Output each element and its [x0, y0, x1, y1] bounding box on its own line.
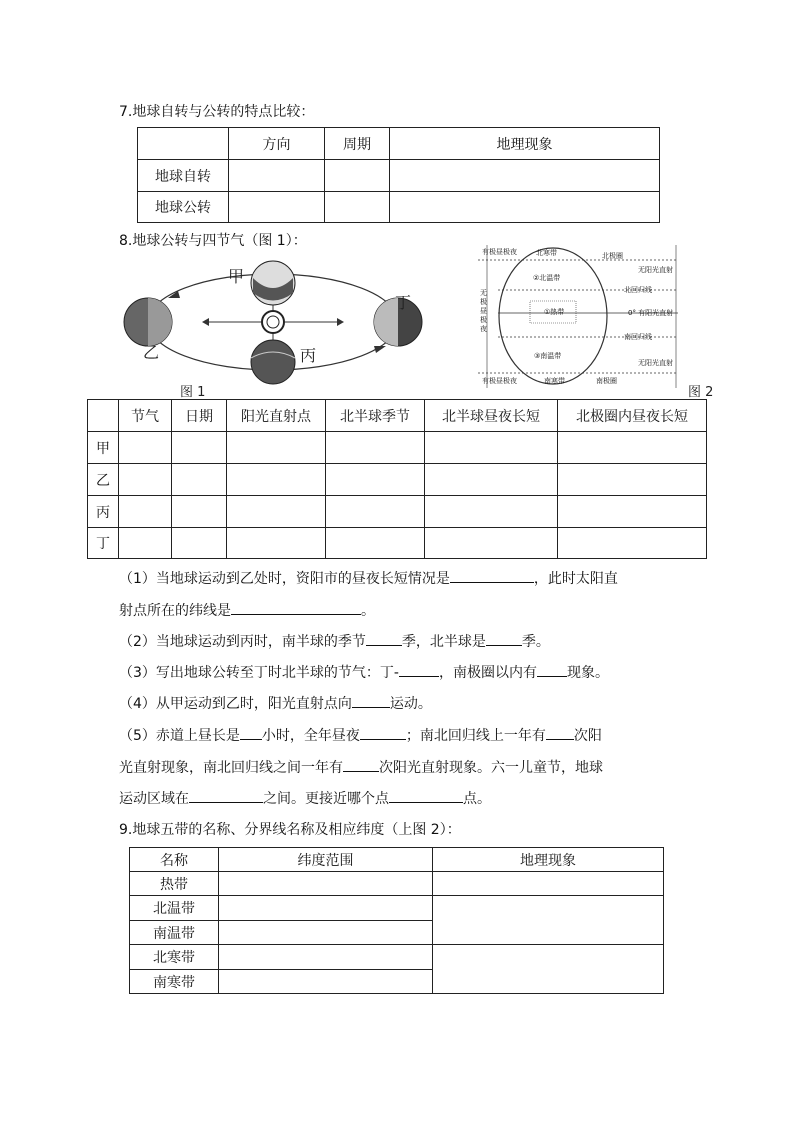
q8-cell[interactable]: [558, 432, 707, 464]
q8-header-date: 日期: [172, 400, 227, 432]
q8-cell[interactable]: [172, 496, 227, 528]
q8-cell[interactable]: [326, 528, 425, 559]
answer-blank[interactable]: [231, 600, 361, 615]
q8-sub5-a: （5）赤道上昼长是: [119, 728, 240, 744]
q8-header-daylength: 北半球昼夜长短: [425, 400, 558, 432]
q8-sub5-f: 次阳光直射现象。六一儿童节，地球: [379, 760, 603, 776]
q8-cell[interactable]: [227, 464, 326, 496]
fig2-no-sun-top: 无阳光直射: [638, 266, 673, 274]
q8-cell[interactable]: [558, 496, 707, 528]
fig2-tl: 有极昼极夜: [482, 248, 517, 256]
fig2-north-frigid: 北寒带: [536, 249, 557, 257]
q9-cell[interactable]: [433, 872, 664, 896]
q8-sub5-c: ；南北回归线上一年有: [405, 728, 546, 744]
q8-cell[interactable]: [558, 464, 707, 496]
fig2-equator: 0° 有阳光直射: [628, 309, 674, 317]
q8-sub3: [119, 662, 609, 682]
fig2-south-frigid: 南寒带: [544, 377, 565, 385]
q9-cell[interactable]: [219, 945, 433, 970]
q8-sub1-line1: [119, 568, 618, 588]
q8-sub2-b: 季，北半球是: [401, 634, 486, 650]
fig2-south-temperate: ③南温带: [534, 352, 562, 360]
q8-header-subsolar: 阳光直射点: [227, 400, 326, 432]
answer-blank[interactable]: [537, 662, 567, 677]
q8-cell[interactable]: [326, 432, 425, 464]
q8-sub3-c: 现象。: [566, 665, 609, 681]
answer-blank[interactable]: [189, 788, 263, 803]
q8-sub1-d: 。: [361, 603, 375, 619]
q8-cell[interactable]: [227, 528, 326, 559]
fig2-left-vertical: 无极昼极夜: [480, 289, 487, 333]
q7-header-blank: [138, 128, 229, 160]
q8-row-ding: 丁: [88, 528, 119, 559]
q9-cell[interactable]: [219, 921, 433, 945]
q7-cell[interactable]: [325, 192, 390, 223]
q9-row-south-temperate: 南温带: [130, 921, 219, 945]
q7-header-direction: 方向: [229, 128, 325, 160]
q8-sub5-i: 点。: [463, 791, 491, 807]
q7-row-revolution: 地球公转: [138, 192, 229, 223]
q8-sub5-line3: [119, 788, 491, 808]
q8-sub3-b: ，南极圈以内有: [438, 665, 537, 681]
q8-sub5-h: 之间。更接近哪个点: [263, 791, 389, 807]
q9-cell[interactable]: [433, 945, 664, 994]
fig1-label-jia: 甲: [228, 267, 245, 286]
q8-cell[interactable]: [119, 464, 172, 496]
q8-cell[interactable]: [119, 496, 172, 528]
fig1-caption: 图 1: [180, 385, 206, 400]
fig2-north-circle: 北极圈: [602, 252, 623, 260]
answer-blank[interactable]: [546, 725, 574, 740]
q8-cell[interactable]: [425, 496, 558, 528]
q8-header-season: 北半球季节: [326, 400, 425, 432]
q9-cell[interactable]: [219, 872, 433, 896]
q8-sub5-b: 小时，全年昼夜: [261, 728, 360, 744]
q8-sub1-c: 射点所在的纬线是: [119, 603, 231, 619]
q8-sub2: [119, 631, 550, 651]
q7-table: [137, 127, 660, 223]
q9-header-phenomenon: 地理现象: [433, 848, 664, 872]
q8-row-yi: 乙: [88, 464, 119, 496]
answer-blank[interactable]: [343, 757, 379, 772]
q9-cell[interactable]: [219, 970, 433, 994]
figure-orbit: [118, 258, 438, 388]
q8-cell[interactable]: [326, 496, 425, 528]
fig2-caption: 图 2: [688, 385, 714, 400]
fig2-north-temperate: ②北温带: [533, 274, 561, 282]
q8-sub1-a: （1）当地球运动到乙处时，资阳市的昼夜长短情况是: [119, 571, 450, 587]
q9-row-north-temperate: 北温带: [130, 896, 219, 921]
q8-sub5-d: 次阳: [573, 728, 602, 744]
q8-title: 8.地球公转与四节气（图 1）：: [119, 233, 307, 249]
q8-sub5-line2: [119, 757, 603, 777]
q8-cell[interactable]: [425, 432, 558, 464]
q8-sub4-b: 运动。: [389, 696, 432, 712]
q8-sub4-a: （4）从甲运动到乙时，阳光直射点向: [119, 696, 352, 712]
answer-blank[interactable]: [486, 631, 522, 646]
q8-sub2-a: （2）当地球运动到丙时，南半球的季节: [119, 634, 366, 650]
fig2-bl: 有极昼极夜: [482, 377, 517, 385]
q8-sub5-line1: [119, 725, 602, 745]
q8-cell[interactable]: [425, 464, 558, 496]
q8-sub1-line2: [119, 600, 375, 620]
q9-row-tropic: 热带: [130, 872, 219, 896]
q8-cell[interactable]: [326, 464, 425, 496]
q8-table: [87, 399, 707, 559]
q8-cell[interactable]: [172, 528, 227, 559]
fig2-tropic-zone: ①热带: [544, 308, 565, 316]
q8-cell[interactable]: [119, 528, 172, 559]
answer-blank[interactable]: [389, 788, 463, 803]
q8-row-jia: 甲: [88, 432, 119, 464]
q8-sub5-e: 光直射现象，南北回归线之间一年有: [119, 760, 343, 776]
answer-blank[interactable]: [399, 662, 439, 677]
fig1-label-ding: 丁: [395, 293, 412, 312]
q8-sub1-b: ，此时太阳直: [533, 571, 618, 587]
fig2-tropic-cancer: 北回归线: [624, 286, 652, 294]
q7-cell[interactable]: [229, 192, 325, 223]
q8-sub2-c: 季。: [521, 634, 550, 650]
q8-sub4: [119, 693, 432, 713]
q9-title: 9.地球五带的名称、分界线名称及相应纬度（上图 2）：: [119, 822, 461, 838]
q7-cell[interactable]: [390, 160, 660, 192]
fig2-south-circle: 南极圈: [596, 377, 617, 385]
q9-row-north-frigid: 北寒带: [130, 945, 219, 970]
q7-cell[interactable]: [325, 160, 390, 192]
q9-table: [129, 847, 664, 994]
q7-cell[interactable]: [229, 160, 325, 192]
q7-row-rotation: 地球自转: [138, 160, 229, 192]
fig1-label-yi: 乙: [143, 343, 160, 362]
answer-blank[interactable]: [360, 725, 406, 740]
figure-zones: [478, 245, 688, 388]
q8-cell[interactable]: [172, 464, 227, 496]
fig2-tropic-capricorn: 南回归线: [624, 333, 652, 341]
q8-cell[interactable]: [558, 528, 707, 559]
q9-cell[interactable]: [433, 896, 664, 945]
q8-cell[interactable]: [119, 432, 172, 464]
q8-cell[interactable]: [227, 496, 326, 528]
q8-cell[interactable]: [172, 432, 227, 464]
q9-cell[interactable]: [219, 896, 433, 921]
q8-cell[interactable]: [425, 528, 558, 559]
q9-row-south-frigid: 南寒带: [130, 970, 219, 994]
q8-sub5-g: 运动区域在: [119, 791, 189, 807]
q9-header-name: 名称: [130, 848, 219, 872]
q8-header-blank: [88, 400, 119, 432]
q8-cell[interactable]: [227, 432, 326, 464]
q8-sub3-a: （3）写出地球公转至丁时北半球的节气：丁-: [119, 665, 399, 681]
q7-header-period: 周期: [325, 128, 390, 160]
fig2-no-sun-bottom: 无阳光直射: [638, 359, 673, 367]
q8-header-term: 节气: [119, 400, 172, 432]
q8-header-arctic: 北极圈内昼夜长短: [558, 400, 707, 432]
q7-cell[interactable]: [390, 192, 660, 223]
fig1-label-bing: 丙: [300, 346, 317, 365]
q7-header-phenomenon: 地理现象: [390, 128, 660, 160]
q7-title: 7.地球自转与公转的特点比较：: [119, 104, 315, 120]
q9-header-latitude: 纬度范围: [219, 848, 433, 872]
q8-row-bing: 丙: [88, 496, 119, 528]
answer-blank[interactable]: [352, 693, 390, 708]
answer-blank[interactable]: [450, 568, 534, 583]
answer-blank[interactable]: [240, 725, 262, 740]
answer-blank[interactable]: [366, 631, 402, 646]
